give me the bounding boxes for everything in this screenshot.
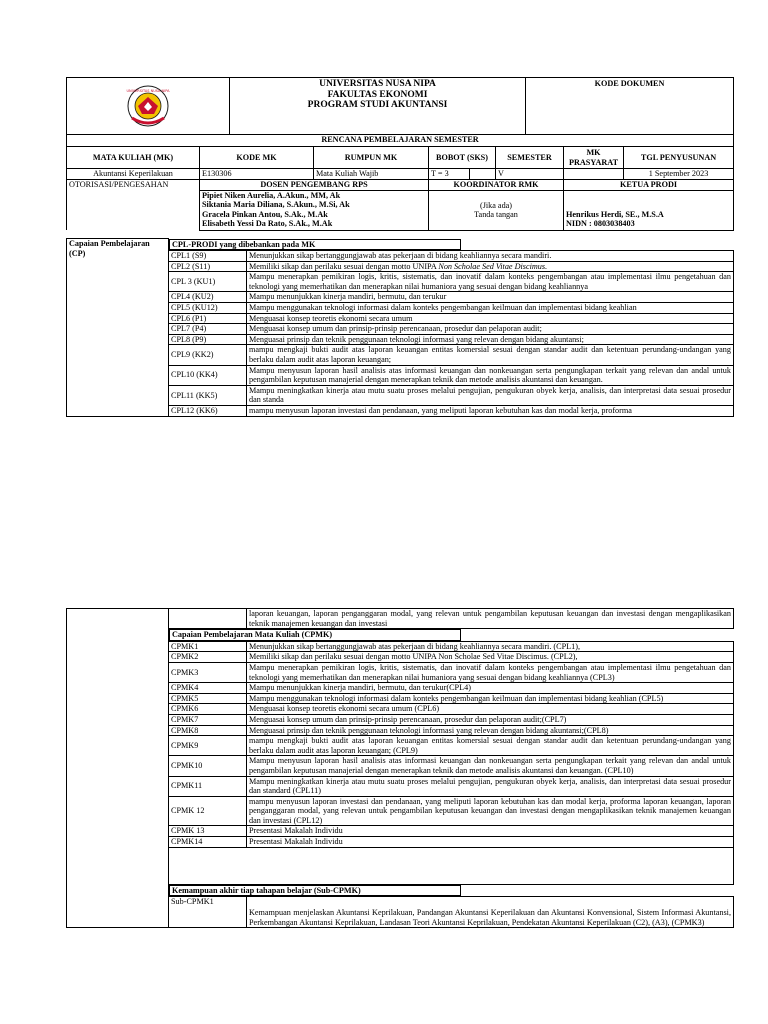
dosen-2: Siktania Maria Diliana, S.Akun., M.Si, Ak bbox=[202, 200, 350, 210]
cpmk-text: mampu mengkaji bukti audit atas laporan keuangan entitas komersial sesuai dengan standar audit dan ketentuan perundang-undangan yang berlaku dalam audit atas laporan keuangan; (CPL9) bbox=[247, 736, 734, 756]
logo-ring-text: UNIVERSITAS NUSA NIPA bbox=[126, 89, 170, 93]
cpl-text-main: Mampu menyusun laporan hasil analisis atas informasi keuangan dan nonkeuangan serta pengungkapan terkait yang relevan dan andal untuk pengambilan keputusan manajerial dengan menerapkan teknik dan metode analisis akuntansi dan keuangan. bbox=[249, 365, 731, 385]
rps-title: RENCANA PEMBELAJARAN SEMESTER bbox=[67, 135, 734, 147]
col-prasyarat: MK PRASYARAT bbox=[564, 147, 624, 169]
cpmk-code: CPMK 12 bbox=[169, 796, 247, 826]
cpl-text-main: Menguasai prinsip dan teknik penggunaan teknologi informasi yang relevan dengan bidang akuntansi; bbox=[249, 334, 584, 344]
cpmk-text: Mampu menggunakan teknologi informasi dalam konteks pengembangan keilmuan dan implementasi bidang keahlian (CPL5) bbox=[247, 693, 734, 704]
cpl-text-main: Mampu menggunakan teknologi informasi dalam konteks pengembangan keilmuan dan implementasi bidang keahlian bbox=[249, 303, 637, 313]
val-semester: V bbox=[496, 169, 564, 180]
rps-header-table bbox=[66, 77, 734, 231]
cpmk-code: CPMK1 bbox=[169, 641, 247, 652]
cpl-text-italic: Non Scholae Sed Vitae Discimus. bbox=[438, 261, 548, 271]
cpmk-text: Menunjukkan sikap bertanggungjawab atas pekerjaan di bidang keahliannya secara mandiri. (CPL1), bbox=[247, 641, 734, 652]
val-tgl: 1 September 2023 bbox=[624, 169, 734, 180]
cpmk-text: Mampu menyusun laporan hasil analisis atas informasi keuangan dan nonkeuangan serta pengungkapan terkait yang relevan dan andal untuk pengambilan keputusan manajerial dengan menerapkan teknik dan metode analisis akuntansi dan keuangan. (CPL10) bbox=[247, 756, 734, 776]
dosen-3: Gracela Pinkan Antou, S.Ak., M.Ak bbox=[202, 209, 328, 219]
col-bobot: BOBOT (SKS) bbox=[429, 147, 496, 169]
cpl-text-main: mampu mengkaji bukti audit atas laporan keuangan entitas komersial sesuai dengan standar audit dan ketentuan perundang-undangan yang berlaku dalam audit atas laporan keuangan; bbox=[249, 345, 731, 365]
cpl-code: CPL12 (KK6) bbox=[169, 406, 247, 417]
cpl-code: CPL6 (P1) bbox=[169, 313, 247, 324]
cpmk-table bbox=[66, 608, 734, 928]
subcpmk-heading-cell bbox=[169, 884, 734, 897]
cpl-text bbox=[247, 365, 734, 385]
cpl-heading: CPL-PRODI yang dibebankan pada MK bbox=[169, 239, 461, 251]
cpl-text bbox=[247, 313, 734, 324]
koordinator-sign bbox=[429, 190, 564, 230]
otorisasi-label: OTORISASI/PENGESAHAN bbox=[67, 180, 200, 231]
ketua-sign bbox=[564, 190, 734, 230]
cpmk-code: CPMK6 bbox=[169, 704, 247, 715]
col-tgl-penyusunan: TGL PENYUSUNAN bbox=[624, 147, 734, 169]
cpl-text bbox=[247, 385, 734, 405]
cpl-table bbox=[66, 238, 734, 417]
koordinator-signature: Tanda tangan bbox=[474, 210, 518, 220]
ketua-name: Henrikus Herdi, SE., M.S.A bbox=[566, 209, 664, 219]
cpmk-text: Presentasi Makalah Individu bbox=[247, 837, 734, 848]
cpmk-text: Mampu menerapkan pemikiran logis, kritis, sistematis, dan inovatif dalam konteks pengembangan atau implementasi ilmu pengetahuan dan teknologi yang memerhatikan dan menerapkan nilai humaniora yang sesuai dengan bidang keahliannya (CPL3) bbox=[247, 662, 734, 682]
cpl-text bbox=[247, 272, 734, 292]
cpmk-text: Presentasi Makalah Individu bbox=[247, 826, 734, 837]
cpmk-code: CPMK8 bbox=[169, 725, 247, 736]
cpl-text-main: Mampu menerapkan pemikiran logis, kritis, sistematis, dan inovatif dalam konteks pengembangan atau implementasi ilmu pengetahuan dan teknologi yang memerhatikan dan menerapkan nilai humaniora yang sesuai dengan bidang keahliannya bbox=[249, 272, 731, 291]
cpl-code: CPL1 (S9) bbox=[169, 251, 247, 262]
cpmk-text: Menguasai prinsip dan teknik penggunaan teknologi informasi yang relevan dengan bidang akuntansi;(CPL8) bbox=[247, 725, 734, 736]
cp-section-label: Capaian Pembelajaran (CP) bbox=[67, 239, 169, 417]
cpmk-code: CPMK3 bbox=[169, 662, 247, 682]
col-mata-kuliah: MATA KULIAH (MK) bbox=[67, 147, 200, 169]
cpmk-code: CPMK5 bbox=[169, 693, 247, 704]
cpl-text bbox=[247, 345, 734, 365]
val-bobot-cell bbox=[429, 169, 496, 180]
cpl-text-main: Memiliki sikap dan perilaku sesuai dengan motto UNIPA bbox=[249, 261, 439, 271]
cpmk-text: mampu menyusun laporan investasi dan pendanaan, yang meliputi laporan kebutuhan kas dan modal kerja, proforma laporan keuangan, laporan penganggaran modal, yang relevan untuk pengambilan keputusan keuangan dan investasi dengan mengaplikasikan teknik manajemen keuangan dan investasi (CPL12) bbox=[247, 796, 734, 826]
cpl-text bbox=[247, 406, 734, 417]
val-bobot-p bbox=[470, 169, 495, 179]
cpmk-code: CPMK10 bbox=[169, 756, 247, 776]
cpmk-code: CPMK9 bbox=[169, 736, 247, 756]
cpl-text-main: Menguasai konsep umum dan prinsip-prinsip perencanaan, prosedur dan pelaporan audit; bbox=[249, 324, 542, 334]
cpmk-code: CPMK11 bbox=[169, 776, 247, 796]
continuation-code bbox=[169, 609, 247, 629]
ketua-label: KETUA PRODI bbox=[564, 180, 734, 191]
cpl-text bbox=[247, 251, 734, 262]
cpl-code: CPL4 (KU2) bbox=[169, 292, 247, 303]
cpmk-text: Menguasai konsep teoretis ekonomi secara umum (CPL6) bbox=[247, 704, 734, 715]
cpl-text-main: Mampu meningkatkan kinerja atau mutu suatu proses melalui pengujian, pengukuran obyek kerja, analisis, dan interpretasi data sesuai prosedur dan standa bbox=[249, 385, 731, 405]
val-rumpun-mk: Mata Kuliah Wajib bbox=[314, 169, 429, 180]
program-name: PROGRAM STUDI AKUNTANSI bbox=[307, 100, 448, 110]
cpmk-text: Memiliki sikap dan perilaku sesuai dengan motto UNIPA Non Scholae Sed Vitae Discimus. (CPL2), bbox=[247, 652, 734, 663]
cpmk-code: CPMK14 bbox=[169, 837, 247, 848]
subcpmk-text: Kemampuan menjelaskan Akuntansi Keprilakuan, Pandangan Akuntansi Keperilakuan dan Akuntansi Konvensional, Sistem Informasi Akuntansi, Perkembangan Akuntansi Keprilakuan, Landasan Teori Akuntansi Keprilakuan, Pendekatan Akuntansi Keperilakuan (C2), (A3), (CPMK3) bbox=[247, 897, 734, 928]
cpmk-text: Mampu meningkatkan kinerja atau mutu suatu proses melalui pengujian, pengukuran obyek kerja, analisis, dan interpretasi data sesuai prosedur dan standard (CPL11) bbox=[247, 776, 734, 796]
cpmk-text: Menguasai konsep umum dan prinsip-prinsip perencanaan, prosedur dan pelaporan audit;(CPL7) bbox=[247, 714, 734, 725]
cpmk-code: CPMK 13 bbox=[169, 826, 247, 837]
col-rumpun-mk: RUMPUN MK bbox=[314, 147, 429, 169]
cpmk-heading-cell bbox=[169, 629, 734, 642]
cpmk-heading: Capaian Pembelajaran Mata Kuliah (CPMK) bbox=[169, 629, 461, 641]
cpmk-text: Mampu menunjukkan kinerja mandiri, bermutu, dan terukur(CPL4) bbox=[247, 683, 734, 694]
cpl-code: CPL 3 (KU1) bbox=[169, 272, 247, 292]
cpmk-code: CPMK7 bbox=[169, 714, 247, 725]
doc-code-label: KODE DOKUMEN bbox=[526, 78, 734, 135]
cpl-code: CPL10 (KK4) bbox=[169, 365, 247, 385]
cpl-heading-cell bbox=[169, 239, 734, 251]
val-bobot: T = 3 bbox=[429, 169, 470, 179]
val-mata-kuliah: Akuntansi Keperilakuan bbox=[67, 169, 200, 180]
cpl-text-main: Menguasai konsep teoretis ekonomi secara umum bbox=[249, 313, 413, 323]
cpl-code: CPL7 (P4) bbox=[169, 324, 247, 335]
cpl-text bbox=[247, 334, 734, 345]
koordinator-label: KOORDINATOR RMK bbox=[429, 180, 564, 191]
dosen-list bbox=[200, 190, 429, 230]
col-kode-mk: KODE MK bbox=[200, 147, 314, 169]
dosen-1: Pipiet Niken Aurelia, A.Akun., MM, Ak bbox=[202, 190, 341, 200]
cpl-text bbox=[247, 261, 734, 272]
continuation-text: laporan keuangan, laporan penganggaran modal, yang relevan untuk pengambilan keputusan keuangan dan investasi dengan mengaplikasikan teknik manajemen keuangan dan investasi bbox=[247, 609, 734, 629]
subcpmk-heading: Kemampuan akhir tiap tahapan belajar (Sub-CPMK) bbox=[169, 885, 461, 897]
dosen-label: DOSEN PENGEMBANG RPS bbox=[200, 180, 429, 191]
cpl-text-main: Mampu menunjukkan kinerja mandiri, bermutu, dan terukur bbox=[249, 292, 447, 302]
cpl-code: CPL8 (P9) bbox=[169, 334, 247, 345]
dosen-4: Elisabeth Yessi Da Rato, S.Ak., M.Ak bbox=[202, 219, 333, 229]
cpl-code: CPL2 (S11) bbox=[169, 261, 247, 272]
cpl-text-main: Menunjukkan sikap bertanggungjawab atas pekerjaan di bidang keahliannya secara mandiri. bbox=[249, 251, 552, 261]
subcpmk-code: Sub-CPMK1 bbox=[169, 897, 247, 928]
logo-cell bbox=[67, 78, 230, 135]
faculty-name: FAKULTAS EKONOMI bbox=[327, 89, 428, 100]
university-logo bbox=[124, 84, 172, 128]
cpmk-code: CPMK4 bbox=[169, 683, 247, 694]
cpl-code: CPL5 (KU12) bbox=[169, 303, 247, 314]
page2-left-col bbox=[67, 609, 169, 928]
cpl-text-main: mampu menyusun laporan investasi dan pendanaan, yang meliputi laporan kebutuhan kas dan modal kerja, proforma bbox=[249, 406, 632, 415]
cpl-text bbox=[247, 292, 734, 303]
cpl-text bbox=[247, 324, 734, 335]
cpl-code: CPL11 (KK5) bbox=[169, 385, 247, 405]
val-prasyarat bbox=[564, 169, 624, 180]
university-title-cell bbox=[230, 78, 526, 135]
col-semester: SEMESTER bbox=[496, 147, 564, 169]
cpmk-code: CPMK2 bbox=[169, 652, 247, 663]
cpl-text bbox=[247, 303, 734, 314]
val-kode-mk: E130306 bbox=[200, 169, 314, 180]
university-name: UNIVERSITAS NUSA NIPA bbox=[319, 79, 436, 89]
koordinator-note: (Jika ada) bbox=[479, 200, 513, 210]
cpl-code: CPL9 (KK2) bbox=[169, 345, 247, 365]
spacer-cell bbox=[169, 847, 734, 884]
ketua-nidn: NIDN : 0803038403 bbox=[566, 219, 635, 229]
